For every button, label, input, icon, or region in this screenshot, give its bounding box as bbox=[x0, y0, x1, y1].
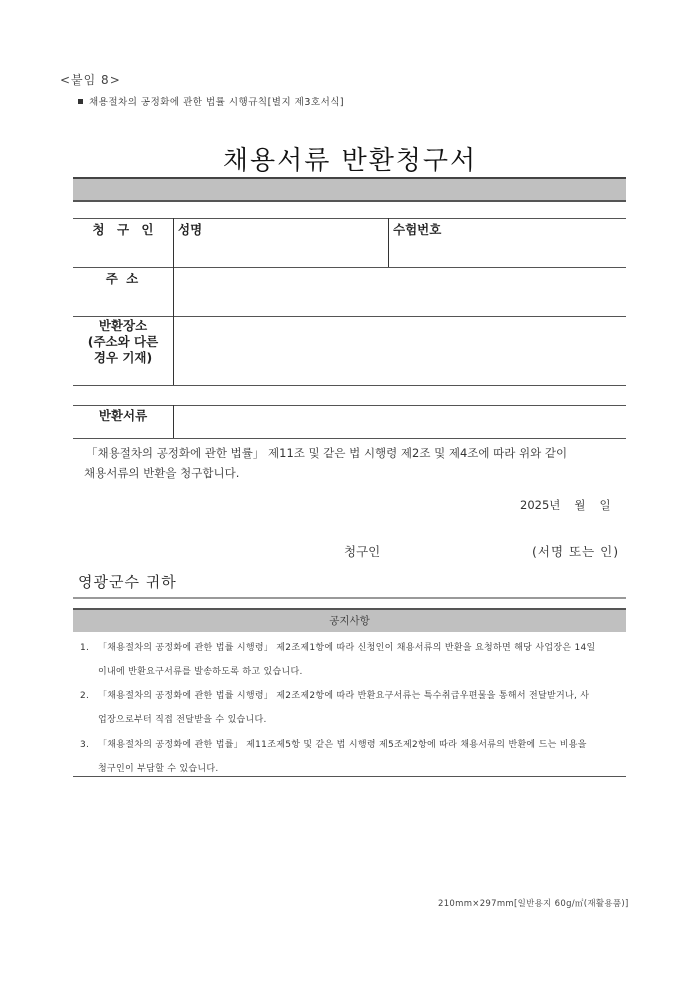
column-divider bbox=[173, 405, 174, 438]
recipient: 영광군수 귀하 bbox=[78, 573, 177, 591]
table-rule bbox=[73, 438, 626, 439]
recipient-rule bbox=[73, 597, 626, 599]
request-statement bbox=[86, 443, 626, 483]
document-title: 채용서류 반환청구서 bbox=[222, 146, 478, 176]
form-header-band bbox=[73, 177, 626, 202]
form-reference bbox=[78, 94, 344, 108]
notice-line: 「채용절차의 공정화에 관한 법률 시행령」 제2조제2항에 따라 반환요구서류는 특수취급우편물을 통해서 전달받거나, 사 bbox=[98, 691, 590, 701]
return-documents-field[interactable] bbox=[176, 408, 624, 436]
paper-size-note: 210mm×297mm[일반용지 60g/㎡(재활용품)] bbox=[438, 899, 629, 909]
table-rule bbox=[73, 218, 626, 219]
statement-line1: 「채용절차의 공정화에 관한 법률」 제11조 및 같은 법 시행령 제2조 및 제4조에 따라 위와 같이 bbox=[86, 446, 568, 460]
column-divider bbox=[388, 218, 389, 267]
notice-line: 업장으로부터 직접 전달받을 수 있습니다. bbox=[98, 715, 267, 725]
return-place-label-line1: 반환장소 bbox=[98, 318, 148, 333]
notice-line: 청구인이 부담할 수 있습니다. bbox=[98, 764, 219, 774]
notice-item-1 bbox=[80, 636, 625, 684]
exam-number-field[interactable] bbox=[392, 236, 622, 264]
form-reference-text: 채용절차의 공정화에 관한 법률 시행규칙[별지 제3호서식] bbox=[89, 97, 345, 108]
notice-header: 공지사항 bbox=[73, 608, 626, 632]
return-documents-label: 반환서류 bbox=[98, 408, 148, 423]
table-rule bbox=[73, 267, 626, 268]
notice-number: 1. bbox=[80, 643, 90, 653]
date-month: 월 bbox=[574, 498, 586, 512]
name-field[interactable] bbox=[176, 236, 384, 264]
signature-or-seal-label[interactable]: (서명 또는 인) bbox=[532, 544, 620, 559]
name-label: 성명 bbox=[178, 222, 203, 237]
notice-item-2 bbox=[80, 684, 625, 732]
notice-bottom-rule bbox=[73, 776, 626, 777]
claimant-label: 청 구 인 bbox=[92, 222, 154, 237]
table-rule bbox=[73, 316, 626, 317]
notice-number: 2. bbox=[80, 691, 90, 701]
exam-number-label: 수험번호 bbox=[393, 222, 442, 237]
square-bullet-icon bbox=[78, 99, 83, 104]
return-place-label bbox=[73, 318, 173, 366]
date-line bbox=[520, 497, 611, 513]
notice-line: 「채용절차의 공정화에 관한 법률 시행령」 제2조제1항에 따라 신청인이 채용서류의 반환을 요청하면 해당 사업장은 14일 bbox=[98, 643, 596, 653]
address-label: 주 소 bbox=[105, 271, 141, 286]
notice-line: 이내에 반환요구서류를 발송하도록 하고 있습니다. bbox=[98, 667, 303, 677]
address-field[interactable] bbox=[176, 270, 624, 314]
return-place-label-line2: (주소와 다른 bbox=[87, 334, 159, 349]
column-divider bbox=[173, 218, 174, 385]
notice-item-3 bbox=[80, 733, 625, 781]
notice-number: 3. bbox=[80, 740, 90, 750]
return-place-label-line3: 경우 기재) bbox=[93, 350, 153, 365]
table-rule bbox=[73, 385, 626, 386]
attachment-label: <붙임 8> bbox=[60, 73, 121, 87]
date-year: 2025년 bbox=[520, 498, 561, 512]
statement-line2: 채용서류의 반환을 청구합니다. bbox=[84, 466, 240, 480]
date-day: 일 bbox=[599, 498, 611, 512]
notice-line: 「채용절차의 공정화에 관한 법률」 제11조제5항 및 같은 법 시행령 제5조제2항에 따라 채용서류의 반환에 드는 비용을 bbox=[98, 740, 587, 750]
return-place-field[interactable] bbox=[176, 319, 624, 383]
claimant-signature-label: 청구인 bbox=[344, 544, 381, 559]
